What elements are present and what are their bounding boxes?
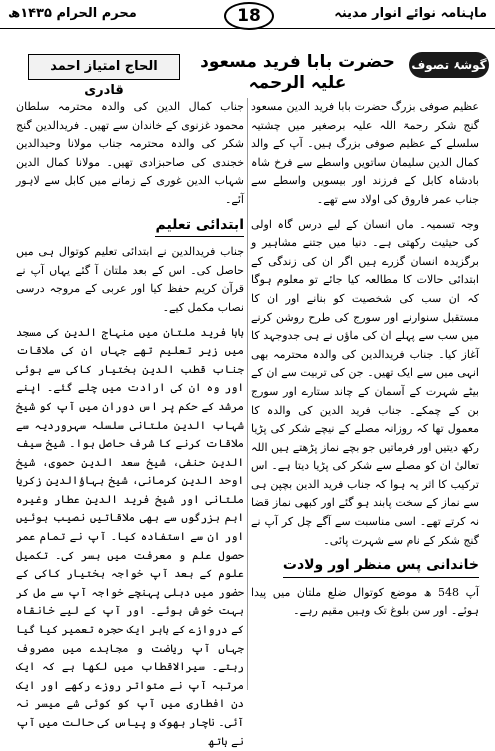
column-divider [247, 98, 248, 690]
birth-paragraph: آپ 548 ھ موضع کوتوال ضلع ملتان میں پیدا ہوئے۔ اور سن بلوغ تک وہیں مقیم رہے۔ [251, 585, 479, 618]
family-background-heading: خاندانی پس منظر اور ولادت [251, 556, 479, 578]
early-education-heading: ابتدائی تعلیم [16, 216, 244, 238]
education-paragraph: جناب فریدالدین نے ابتدائی تعلیم کوتوال ہی میں حاصل کی۔ اس کے بعد ملتان آ گئے یہاں آپ نے قرآن کریم حفظ کیا اور عربی کے مروجہ درسی نصاب مکمل کیے۔ [16, 245, 244, 314]
author-name: الحاج امتیاز احمد قادری [28, 54, 180, 80]
page-header [0, 0, 495, 34]
page-number: 18 [224, 2, 274, 30]
section-badge: گوشۂ تصوف [409, 52, 489, 78]
issue-date: محرم الحرام ۱۴۳۵ھ [8, 6, 137, 21]
discipleship-paragraph: بابا فرید ملتان میں منہاج الدین کی مسجد میں زیر تعلیم تھے جہاں ان کی ملاقات جناب قطب الدین بختیار کاکی سے ہوئی اور وہ ان کی ارادت میں چلے گئے۔ اپنے مرشد کے حکم پر اس دوران میں آپ کو شیخ شہاب الدین ملتانی سلسلہ سہروردیہ سے ملاقات کرنے کا شرف حاصل ہوا۔ شیخ سیف الدین حنفی، شیخ سعد الدین حموی، شیخ اوحد الدین کرمانی، شیخ بہاؤالدین زکریا ملتانی اور شیخ فرید الدین عطار وغیرہ اہم بزرگوں سے بھی ملاقاتیں نصیب ہوئیں اور ان سے استفادہ کیا۔ آپ نے تمام عمر حصول علم و معرفت میں بسر کی۔ تکمیل علوم کے بعد آپ خواجہ بختیار کاکی کے حضور میں دہلی پہنچے خواجہ آپ سے مل کر بہت خوش ہوئے۔ اور آپ کے لیے خانقاہ کے دروازے کے باہر ایک حجرہ تعمیر کیا گیا جہاں آپ ریاضت و مجاہدے میں مصروف رہتے۔ سیرالاقطاب میں لکھا ہے کہ ایک مرتبہ آپ نے متواتر روزے رکھے اور ایک دن افطاری میں آپ کو کوئی شے میسر نہ آئی۔ ناچار بھوک و پیاس کی حالت میں آپ نے ہاتھ [16, 325, 244, 748]
magazine-name: ماہنامہ نوائے انوار مدینہ [334, 6, 487, 21]
article-title: حضرت بابا فرید مسعود علیہ الرحمہ [200, 52, 395, 93]
intro-paragraph: عظیم صوفی بزرگ حضرت بابا فرید الدین مسعود گنج شکر رحمۃ اللہ علیہ برصغیر میں چشتیہ سلسلے کے عظیم صوفی بزرگ ہیں۔ آپ کے والد کمال الدین سلیمان ساتویں واسطے سے فرخ شاہ بادشاہ کابل کے فرزند اور بیسویں واسطے سے جناب عمر فاروق کی اولاد سے تھے۔ [251, 100, 479, 206]
naming-paragraph: وجہ تسمیہ۔ ماں انسان کے لیے درس گاہ اولی کی حیثیت رکھتی ہے۔ دنیا میں جتنے مشاہیر و برگزیدہ انسان گزرے ہیں اگر ان کی زندگی کے ابتدائی حالات کا مطالعہ کیا جائے تو معلوم ہوگا کہ ان سب کی شخصیت کو بنانے اور ان کا مستقبل سنوارنے اور سورج کی طرح روشن کرنے میں سب سے پہلے ان کی ماؤں نے ہی جدوجہد کا آغاز کیا۔ جناب فریدالدین کی والدہ محترمہ بھی انہی میں سے ایک تھیں۔ جن کی تربیت سے ان کے بیٹے شہرت کے آسمان کے چاند ستارے اور سورج بن کے چمکے۔ جناب فرید الدین کی والدہ کا معمول تھا کہ روزانہ مصلے کے نیچے شکر کی پڑیا رکھ دیتیں اور فرماتیں جو بچے نماز پڑھتے ہیں اللہ تعالیٰ ان کو مصلے سے شکر کی پڑیا دیتا ہے۔ اس ترکیب کا اثر یہ ہوا کہ جناب فرید الدین بچپن ہی سے نماز کے سخت پابند ہو گئے اور کبھی نماز قضا نہ کرتے تھے۔ اسی مناسبت سے آگے چل کر آپ نے گنج شکر کے نام سے شہرت پائی۔ [251, 217, 479, 547]
lineage-paragraph: جناب کمال الدین کی والدہ محترمہ سلطان محمود غزنوی کے خاندان سے تھیں۔ فریدالدین گنج شکر کی والدہ محترمہ جناب مولانا وحیدالدین خجندی کی صاحبزادی تھیں۔ مولانا کمال الدین شہاب الدین غوری کے زمانے میں کابل سے لاہور آئے۔ [16, 100, 244, 206]
left-column [16, 98, 244, 748]
article-heading [0, 48, 495, 98]
right-column [251, 98, 479, 690]
